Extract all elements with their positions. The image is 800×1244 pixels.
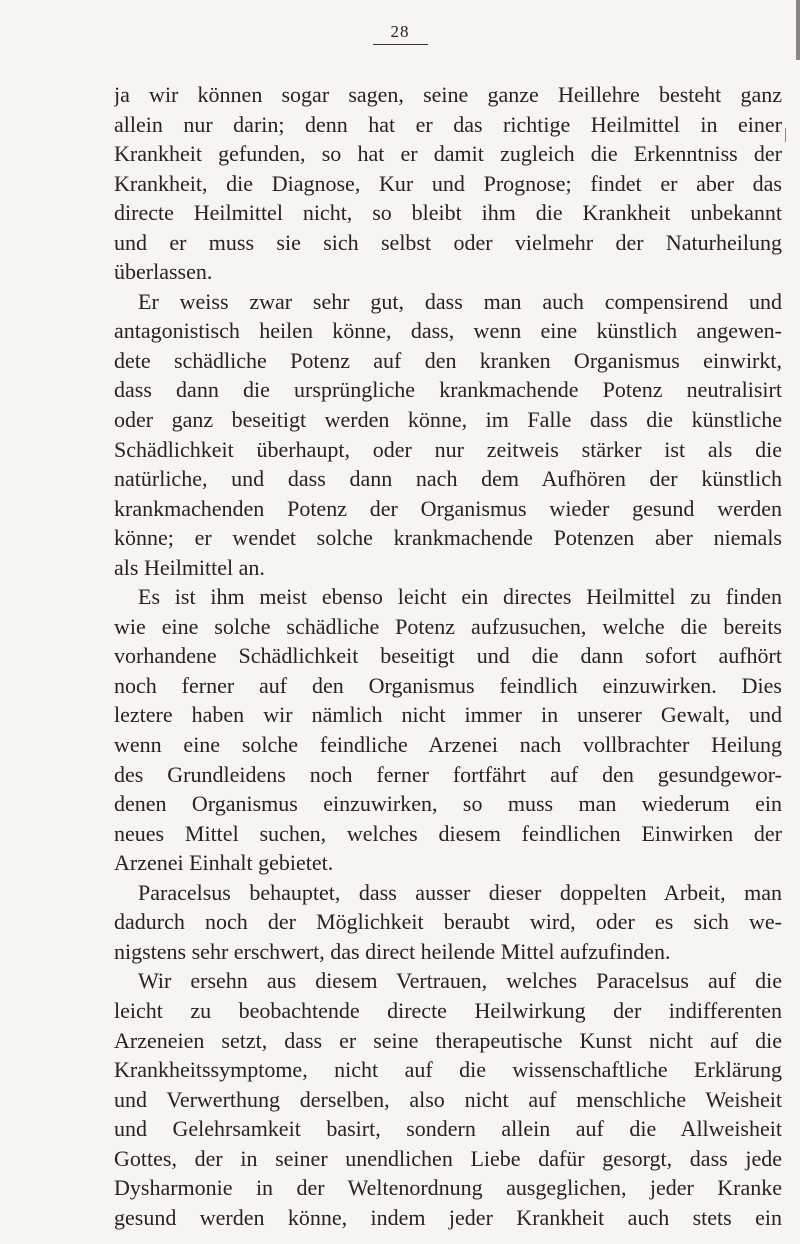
text-line: Krankheitssymptome, nicht auf die wissenschaftliche Erklärung [114,1057,782,1083]
text-line: natürliche, und dass dann nach dem Aufhören der künstlich [114,466,782,492]
text-line: Krankheit gefunden, so hat er damit zugleich die Erkenntniss der [114,141,782,167]
text-line: krankmachenden Potenz der Organismus wieder gesund werden [114,495,782,521]
text-line: könne; er wendet solche krankmachende Potenzen aber niemals [114,525,782,551]
text-line: Arzenei Einhalt gebietet. [114,850,334,876]
text-line: Dysharmonie in der Weltenordnung ausgeglichen, jeder Kranke [114,1175,782,1201]
text-line: gesund werden könne, indem jeder Krankheit auch stets ein [114,1204,782,1230]
paragraph-start-line: Wir ersehn aus diesem Vertrauen, welches Paracelsus auf die [138,968,782,994]
text-line: des Grundleidens noch ferner fortfährt auf den gesundgewor- [114,761,782,787]
text-line: allein nur darin; denn hat er das richtige Heilmittel in einer [114,111,782,137]
text-line: oder ganz beseitigt werden könne, im Falle dass die künstliche [114,407,782,433]
text-line: Krankheit, die Diagnose, Kur und Prognose; findet er aber das [114,170,782,196]
text-line: dass dann die ursprüngliche krankmachende Potenz neutralisirt [114,377,782,403]
text-line: Schädlichkeit überhaupt, oder nur zeitweis stärker ist als die [114,436,782,462]
text-line: Gottes, der in seiner unendlichen Liebe dafür gesorgt, dass jede [114,1145,782,1171]
text-line: wie eine solche schädliche Potenz aufzusuchen, welche die bereits [114,613,782,639]
body-text [114,80,782,1232]
text-line: und Verwerthung derselben, also nicht auf menschliche Weisheit [114,1086,782,1112]
text-line: vorhandene Schädlichkeit beseitigt und die dann sofort aufhört [114,643,782,669]
page-number [0,22,800,45]
text-line: dadurch noch der Möglichkeit beraubt wird, oder es sich we- [114,909,782,935]
text-line: und Gelehrsamkeit basirt, sondern allein auf die Allweisheit [114,1116,782,1142]
paragraph-start-line: Er weiss zwar sehr gut, dass man auch compensirend und [138,288,782,314]
text-line: leicht zu beobachtende directe Heilwirkung der indifferenten [114,997,782,1023]
text-line: als Heilmittel an. [114,554,265,580]
text-line: Arzeneien setzt, dass er seine therapeutische Kunst nicht auf die [114,1027,782,1053]
page-number-text: 28 [373,22,428,45]
text-line: directe Heilmittel nicht, so bleibt ihm die Krankheit unbekannt [114,200,782,226]
text-line: antagonistisch heilen könne, dass, wenn eine künstlich angewen- [114,318,782,344]
text-line: neues Mittel suchen, welches diesem feindlichen Einwirken der [114,820,782,846]
paragraph-start-line: Es ist ihm meist ebenso leicht ein directes Heilmittel zu finden [138,584,782,610]
text-line: wenn eine solche feindliche Arzenei nach vollbrachter Heilung [114,732,782,758]
text-line: dete schädliche Potenz auf den kranken Organismus einwirkt, [114,347,782,373]
text-line: und er muss sie sich selbst oder vielmehr der Naturheilung [114,229,782,255]
text-line: denen Organismus einzuwirken, so muss man wiederum ein [114,791,782,817]
text-line: ja wir können sogar sagen, seine ganze Heillehre besteht ganz [114,82,782,107]
paragraph-start-line: Paracelsus behauptet, dass ausser dieser doppelten Arbeit, man [138,879,782,905]
text-line: nigstens sehr erschwert, das direct heilende Mittel aufzufinden. [114,938,671,964]
text-line: leztere haben wir nämlich nicht immer in unserer Gewalt, und [114,702,782,728]
text-line: noch ferner auf den Organismus feindlich einzuwirken. Dies [114,672,782,698]
text-line: überlassen. [114,259,213,285]
margin-mark [785,128,787,142]
